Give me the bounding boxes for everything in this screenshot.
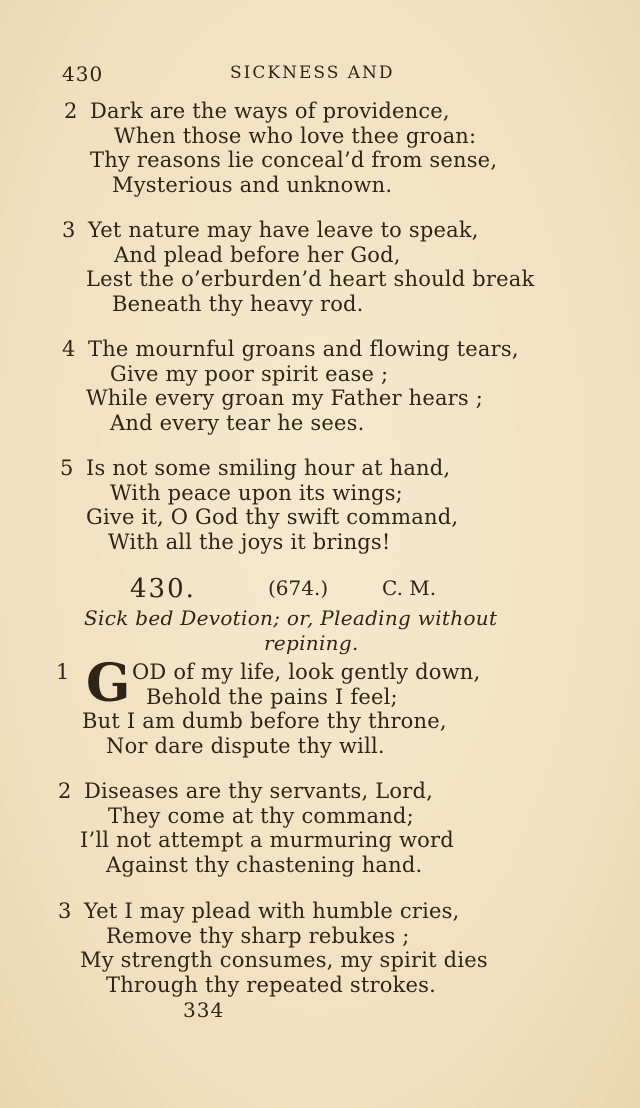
header-page-number: 430 bbox=[62, 62, 104, 86]
verse-line: And plead before her God, bbox=[114, 243, 401, 267]
verse-line: OD of my life, look gently down, bbox=[132, 660, 481, 684]
verse-line: The mournful groans and flowing tears, bbox=[88, 337, 519, 361]
verse-line: Thy reasons lie conceal’d from sense, bbox=[90, 148, 498, 172]
verse-line: Beneath thy heavy rod. bbox=[112, 292, 364, 316]
verse-line: Give it, O God thy swift command, bbox=[86, 505, 459, 529]
verse-line: Is not some smiling hour at hand, bbox=[86, 456, 451, 480]
verse-line: With peace upon its wings; bbox=[110, 481, 403, 505]
verse-line: But I am dumb before thy throne, bbox=[82, 709, 447, 733]
verse-line: With all the joys it brings! bbox=[108, 530, 391, 554]
verse-line: Remove thy sharp rebukes ; bbox=[106, 924, 410, 948]
footer-page-number: 334 bbox=[183, 998, 225, 1022]
hymn-title-cont: repining. bbox=[264, 631, 359, 655]
verse-line: Nor dare dispute thy will. bbox=[106, 734, 385, 758]
hymn-number: 430. bbox=[130, 574, 196, 604]
verse-line: Give my poor spirit ease ; bbox=[110, 362, 389, 386]
drop-cap: G bbox=[86, 653, 131, 714]
verse-line: While every groan my Father hears ; bbox=[86, 386, 484, 410]
stanza-number: 4 bbox=[62, 337, 76, 361]
stanza-number: 1 bbox=[56, 660, 70, 684]
running-title: SICKNESS AND bbox=[230, 63, 395, 83]
verse-line: Diseases are thy servants, Lord, bbox=[84, 779, 433, 803]
stanza-number: 5 bbox=[60, 456, 74, 480]
stanza-number: 2 bbox=[58, 779, 72, 803]
verse-line: Yet I may plead with humble cries, bbox=[84, 899, 460, 923]
hymn-meter: C. M. bbox=[382, 576, 437, 600]
verse-line: Through thy repeated strokes. bbox=[106, 973, 437, 997]
verse-line: I’ll not attempt a murmuring word bbox=[80, 828, 454, 852]
verse-line: When those who love thee groan: bbox=[114, 124, 477, 148]
hymn-alt-number: (674.) bbox=[268, 576, 329, 600]
verse-line: They come at thy command; bbox=[108, 804, 414, 828]
stanza-number: 2 bbox=[64, 99, 78, 123]
verse-line: Dark are the ways of providence, bbox=[90, 99, 450, 123]
stanza-number: 3 bbox=[62, 218, 76, 242]
page-header bbox=[62, 62, 422, 86]
hymn-title: Sick bed Devotion; or, Pleading without bbox=[84, 606, 498, 630]
verse-line: And every tear he sees. bbox=[110, 411, 365, 435]
verse-line: Against thy chastening hand. bbox=[106, 853, 423, 877]
verse-line: My strength consumes, my spirit dies bbox=[80, 948, 488, 972]
hymn-heading bbox=[130, 574, 450, 602]
stanza-number: 3 bbox=[58, 899, 72, 923]
verse-line: Yet nature may have leave to speak, bbox=[88, 218, 479, 242]
verse-line: Lest the o’erburden’d heart should break bbox=[86, 267, 535, 291]
verse-line: Behold the pains I feel; bbox=[146, 685, 398, 709]
verse-line: Mysterious and unknown. bbox=[112, 173, 393, 197]
